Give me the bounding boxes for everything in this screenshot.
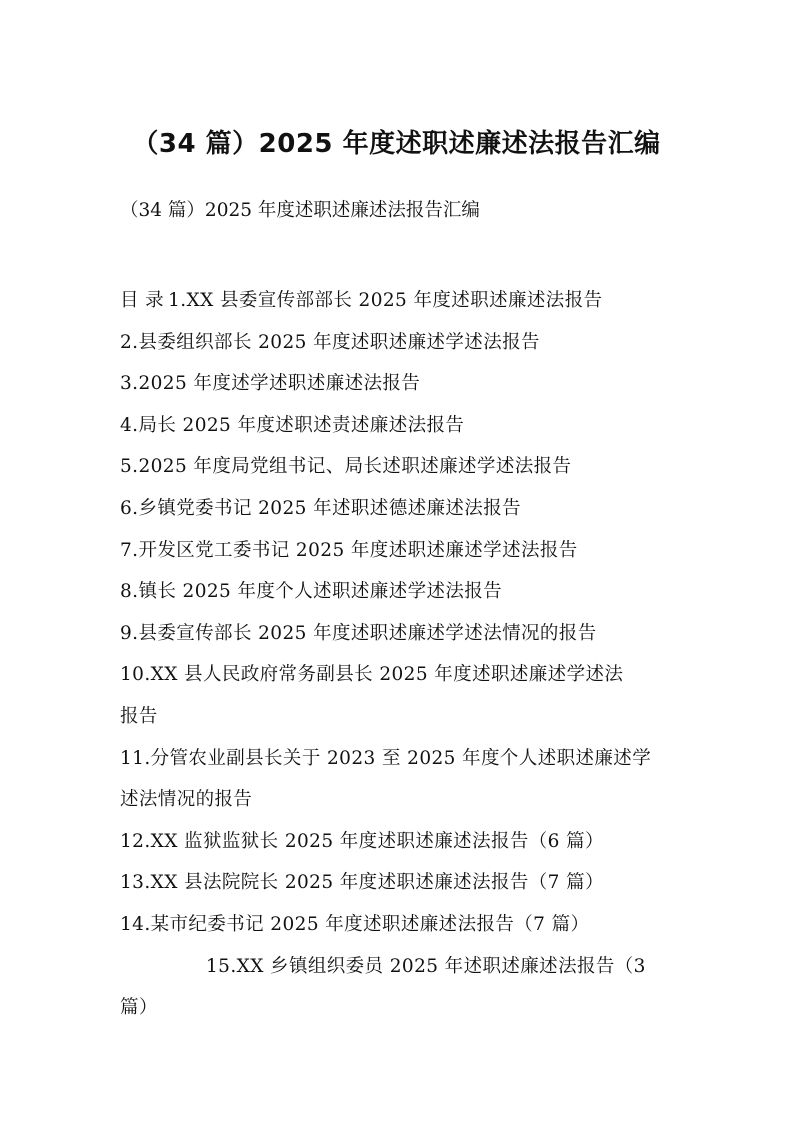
toc-item: 5.2025 年度局党组书记、局长述职述廉述学述法报告 xyxy=(120,456,572,478)
toc-item: 4.局长 2025 年度述职述责述廉述法报告 xyxy=(120,414,465,436)
toc-item: 12.XX 监狱监狱长 2025 年度述职述廉述法报告（6 篇） xyxy=(120,830,604,852)
toc-item: 14.某市纪委书记 2025 年度述职述廉述法报告（7 篇） xyxy=(120,913,590,935)
toc-item: 8.镇长 2025 年度个人述职述廉述学述法报告 xyxy=(120,581,503,603)
document-title: （34 篇）2025 年度述职述廉述法报告汇编 xyxy=(132,129,661,159)
toc-item: 3.2025 年度述学述职述廉述法报告 xyxy=(120,373,421,395)
toc-item: 11.分管农业副县长关于 2023 至 2025 年度个人述职述廉述学 xyxy=(120,747,652,769)
table-of-contents xyxy=(120,280,680,1029)
toc-item: 13.XX 县法院院长 2025 年度述职述廉述法报告（7 篇） xyxy=(120,872,604,894)
toc-item: 6.乡镇党委书记 2025 年述职述德述廉述法报告 xyxy=(120,497,521,519)
toc-item-continuation: 述法情况的报告 xyxy=(120,789,253,811)
document-subtitle: （34 篇）2025 年度述职述廉述法报告汇编 xyxy=(120,200,480,221)
toc-item-text: 1.XX 县委宣传部部长 2025 年度述职述廉述法报告 xyxy=(168,290,603,311)
toc-item: 15.XX 乡镇组织委员 2025 年述职述廉述法报告（3 xyxy=(206,955,646,977)
toc-item xyxy=(120,280,680,322)
toc-item-continuation: 报告 xyxy=(120,705,158,727)
toc-item: 10.XX 县人民政府常务副县长 2025 年度述职述廉述学述法 xyxy=(120,664,624,686)
toc-item: 7.开发区党工委书记 2025 年度述职述廉述学述法报告 xyxy=(120,539,578,561)
toc-item-continuation: 篇） xyxy=(120,997,158,1019)
toc-heading: 目 录 xyxy=(120,290,165,311)
toc-item: 9.县委宣传部长 2025 年度述职述廉述学述法情况的报告 xyxy=(120,622,597,644)
toc-item: 2.县委组织部长 2025 年度述职述廉述学述法报告 xyxy=(120,331,540,353)
